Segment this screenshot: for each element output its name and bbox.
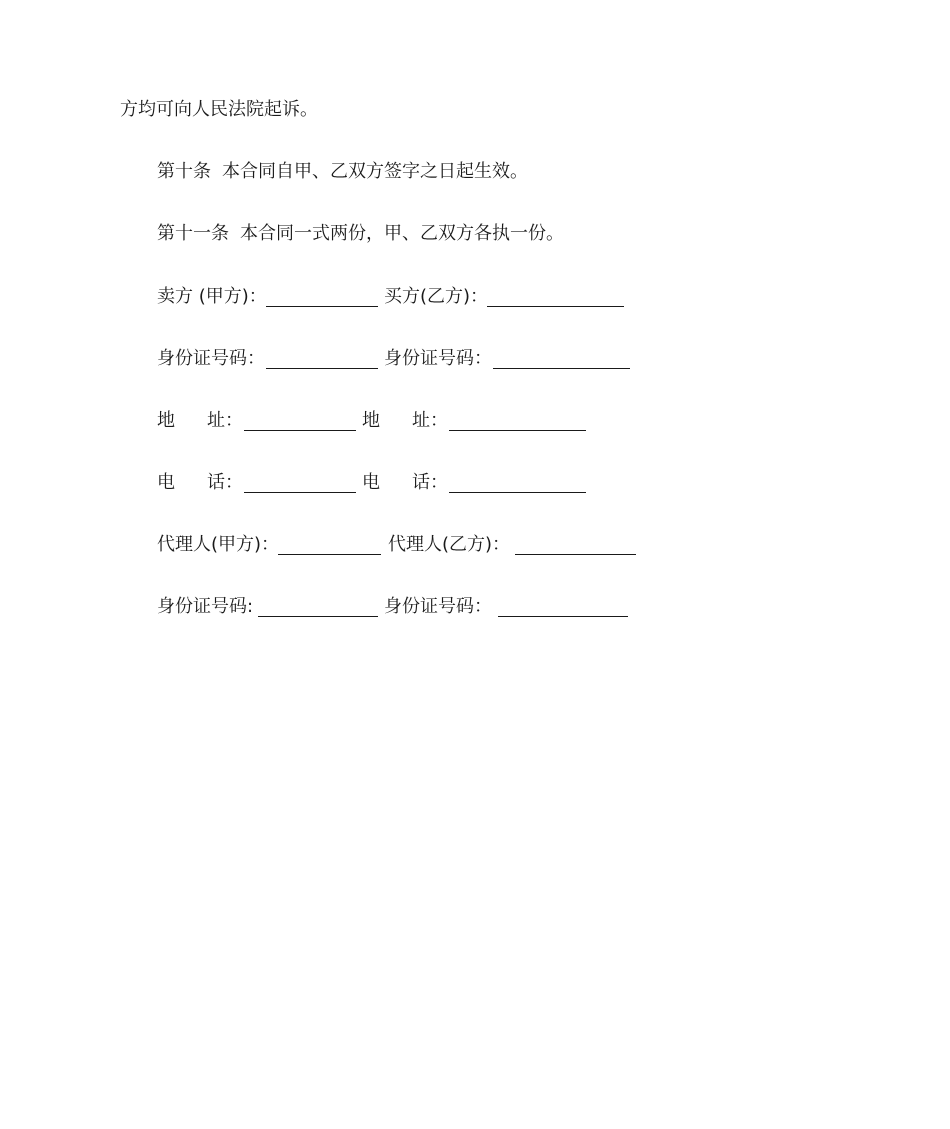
seller-address-label-char2: 址： (207, 410, 243, 431)
buyer-address-label-char1: 地 (362, 410, 380, 431)
seller-id-blank (266, 368, 378, 369)
seller-address-label-char1: 地 (157, 410, 175, 431)
buyer-id-label: 身份证号码： (384, 348, 492, 369)
article-11-text: 本合同一式两份，甲、乙双方各执一份。 (240, 223, 564, 244)
seller-address-blank (244, 430, 356, 431)
continuation-text: 方均可向人民法院起诉。 (120, 99, 318, 120)
buyer-phone-blank (449, 492, 586, 493)
seller-phone-label-char2: 话： (207, 472, 243, 493)
seller-phone-blank (244, 492, 356, 493)
buyer-address-label-char2: 址： (412, 410, 448, 431)
seller-id-label: 身份证号码： (157, 348, 265, 369)
seller-agent-id-blank (258, 616, 378, 617)
seller-agent-label: 代理人(甲方)： (157, 534, 280, 555)
seller-agent-id-label: 身份证号码: (157, 596, 254, 617)
buyer-agent-id-blank (498, 616, 628, 617)
buyer-phone-label-char1: 电 (362, 472, 380, 493)
seller-agent-blank (278, 554, 381, 555)
article-10-text: 本合同自甲、乙双方签字之日起生效。 (222, 161, 528, 182)
seller-phone-label-char1: 电 (157, 472, 175, 493)
seller-label: 卖方 (甲方)： (157, 286, 267, 307)
buyer-phone-label-char2: 话： (412, 472, 448, 493)
buyer-agent-label: 代理人(乙方)： (388, 534, 511, 555)
buyer-address-blank (449, 430, 586, 431)
seller-blank (266, 306, 378, 307)
buyer-blank (487, 306, 624, 307)
article-10-heading: 第十条 (157, 161, 211, 182)
article-11-heading: 第十一条 (157, 223, 229, 244)
buyer-agent-blank (515, 554, 636, 555)
buyer-label: 买方(乙方)： (384, 286, 489, 307)
buyer-id-blank (493, 368, 630, 369)
buyer-agent-id-label: 身份证号码： (384, 596, 492, 617)
